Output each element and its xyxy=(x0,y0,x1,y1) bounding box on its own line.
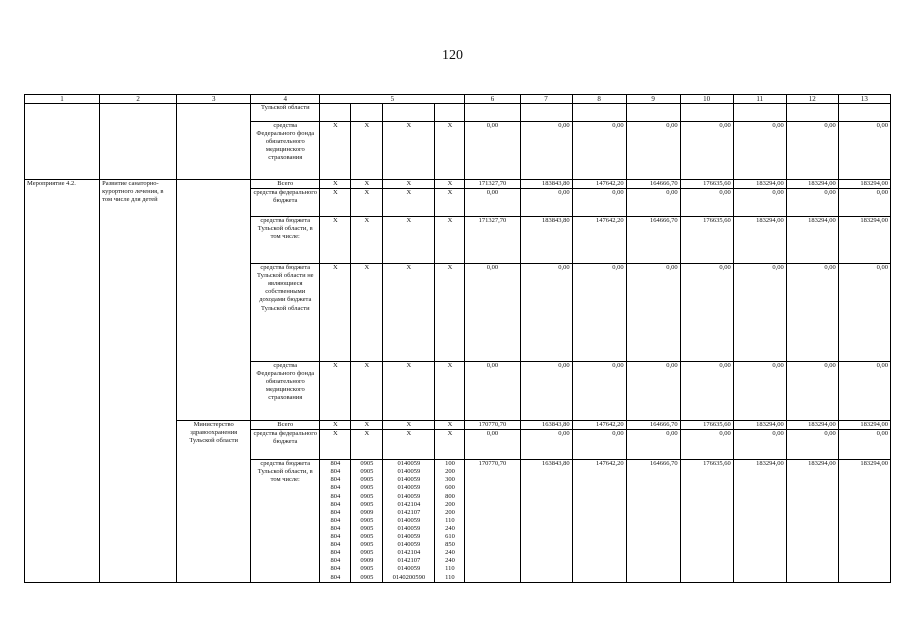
header-col-13: 13 xyxy=(838,95,890,104)
value-cell: 0,00 xyxy=(626,264,680,362)
code-vr: 240 xyxy=(445,549,455,557)
value-cell: 176635,60 xyxy=(680,217,733,264)
code-csr: 0140059 xyxy=(397,533,421,541)
value-cell: 0,00 xyxy=(733,264,786,362)
code-grbs: 804 xyxy=(330,533,341,541)
value-cell: 164666,70 xyxy=(626,217,680,264)
code-vr: 600 xyxy=(445,484,455,492)
measure-code: Мероприятие 4.2. xyxy=(25,180,100,421)
code-rz: 0905 xyxy=(360,460,374,468)
value-cell: 176635,60 xyxy=(680,180,733,189)
value-cell: 0,00 xyxy=(465,362,520,421)
value-cell xyxy=(786,104,838,122)
source-label: средства бюджета Тульской области, в том числе: xyxy=(251,217,320,264)
value-cell: 183294,00 xyxy=(733,217,786,264)
code-rz: 0905 xyxy=(360,468,374,476)
x-cell: X xyxy=(351,217,383,264)
value-cell: 0,00 xyxy=(465,122,520,180)
value-cell: 0,00 xyxy=(626,122,680,180)
code-grbs: 804 xyxy=(330,508,341,516)
value-cell: 0,00 xyxy=(465,264,520,362)
code-vr: 850 xyxy=(445,541,455,549)
code-rz: 0905 xyxy=(360,549,374,557)
table-row xyxy=(25,104,891,122)
code-csr: 0142104 xyxy=(397,500,421,508)
x-cell: X xyxy=(435,362,465,421)
source-label: средства федерального бюджета xyxy=(251,430,320,460)
x-cell xyxy=(435,104,465,122)
value-cell: 164666,70 xyxy=(626,180,680,189)
value-cell: 0,00 xyxy=(572,122,626,180)
code-rz: 0905 xyxy=(360,524,374,532)
header-row xyxy=(25,95,891,104)
cell-col1 xyxy=(25,104,100,180)
code-vr: 200 xyxy=(445,468,455,476)
code-grbs: 804 xyxy=(330,573,341,581)
value-cell: 0,00 xyxy=(572,189,626,217)
x-cell: X xyxy=(383,122,435,180)
code-rz: 0905 xyxy=(360,541,374,549)
x-cell: X xyxy=(320,180,351,189)
code-rz: 0905 xyxy=(360,476,374,484)
code-grbs: 804 xyxy=(330,484,341,492)
header-col-7: 7 xyxy=(520,95,572,104)
x-cell: X xyxy=(351,189,383,217)
cell-col3 xyxy=(177,104,251,180)
x-cell: X xyxy=(383,180,435,189)
x-cell xyxy=(320,104,351,122)
code-vr: 610 xyxy=(445,533,455,541)
value-cell: 0,00 xyxy=(786,264,838,362)
value-cell: 0,00 xyxy=(733,362,786,421)
code-vr: 110 xyxy=(445,573,455,581)
value-cell: 0,00 xyxy=(572,264,626,362)
code-csr: 0140059 xyxy=(397,492,421,500)
source-label: Тульской области xyxy=(251,104,320,122)
value-cell: 147642,20 xyxy=(572,460,626,583)
code-rz: 0905 xyxy=(360,565,374,573)
code-csr: 0140059 xyxy=(397,565,421,573)
code-csr: 0142107 xyxy=(397,557,421,565)
header-col-11: 11 xyxy=(733,95,786,104)
code-grbs: 804 xyxy=(330,492,341,500)
x-cell: X xyxy=(351,430,383,460)
x-cell: X xyxy=(435,264,465,362)
x-cell: X xyxy=(435,217,465,264)
x-cell xyxy=(383,104,435,122)
code-rz: 0905 xyxy=(360,516,374,524)
x-cell: X xyxy=(351,180,383,189)
x-cell: X xyxy=(320,217,351,264)
value-cell: 0,00 xyxy=(786,189,838,217)
header-col-4: 4 xyxy=(251,95,320,104)
value-cell: 0,00 xyxy=(733,189,786,217)
code-grbs: 804 xyxy=(330,565,341,573)
value-cell: 164666,70 xyxy=(626,421,680,430)
x-cell: X xyxy=(320,189,351,217)
x-cell: X xyxy=(320,362,351,421)
x-cell: X xyxy=(383,264,435,362)
value-cell: 0,00 xyxy=(520,362,572,421)
value-cell: 0,00 xyxy=(680,362,733,421)
x-cell: X xyxy=(320,264,351,362)
value-cell xyxy=(626,104,680,122)
source-label: средства бюджета Тульской области, в том числе: xyxy=(251,460,320,583)
header-col-5: 5 xyxy=(320,95,465,104)
code-vr: 800 xyxy=(445,492,455,500)
value-cell: 0,00 xyxy=(838,430,890,460)
value-cell: 0,00 xyxy=(786,430,838,460)
value-cell: 0,00 xyxy=(572,362,626,421)
value-cell: 0,00 xyxy=(680,122,733,180)
code-csr: 0140059 xyxy=(397,524,421,532)
code-rz: 0905 xyxy=(360,500,374,508)
code-csr: 0140059 xyxy=(397,541,421,549)
value-cell: 147642,20 xyxy=(572,421,626,430)
value-cell: 163843,80 xyxy=(520,421,572,430)
code-grbs: 804 xyxy=(330,524,341,532)
value-cell: 0,00 xyxy=(680,264,733,362)
x-cell: X xyxy=(435,421,465,430)
x-cell xyxy=(351,104,383,122)
code-grbs: 804 xyxy=(330,460,341,468)
code-csr-list xyxy=(383,460,435,583)
value-cell: 183294,00 xyxy=(786,421,838,430)
value-cell: 0,00 xyxy=(520,264,572,362)
value-cell: 0,00 xyxy=(626,189,680,217)
code-vr: 110 xyxy=(445,516,455,524)
value-cell: 176635,60 xyxy=(680,421,733,430)
code-rz: 0909 xyxy=(360,508,374,516)
code-grbs: 804 xyxy=(330,541,341,549)
code-vr: 200 xyxy=(445,500,455,508)
value-cell: 0,00 xyxy=(838,264,890,362)
code-csr: 0140059 xyxy=(397,484,421,492)
code-grbs: 804 xyxy=(330,557,341,565)
value-cell: 0,00 xyxy=(626,430,680,460)
value-cell: 0,00 xyxy=(520,189,572,217)
code-csr: 0140059 xyxy=(397,476,421,484)
header-col-2: 2 xyxy=(100,95,177,104)
budget-table xyxy=(24,94,891,583)
value-cell: 0,00 xyxy=(786,362,838,421)
header-col-1: 1 xyxy=(25,95,100,104)
x-cell: X xyxy=(320,430,351,460)
code-rz: 0905 xyxy=(360,573,374,581)
code-rz: 0905 xyxy=(360,533,374,541)
value-cell: 0,00 xyxy=(786,122,838,180)
value-cell: 0,00 xyxy=(520,430,572,460)
value-cell: 170770,70 xyxy=(465,460,520,583)
x-cell: X xyxy=(435,122,465,180)
x-cell: X xyxy=(435,189,465,217)
value-cell: 171327,70 xyxy=(465,217,520,264)
code-vr: 300 xyxy=(445,476,455,484)
source-label: средства Федерального фонда обязательного медицинского страхования xyxy=(251,122,320,180)
header-col-6: 6 xyxy=(465,95,520,104)
x-cell: X xyxy=(320,421,351,430)
header-col-9: 9 xyxy=(626,95,680,104)
code-vr: 240 xyxy=(445,557,455,565)
cell-col1 xyxy=(25,421,100,583)
code-vr-list xyxy=(435,460,465,583)
value-cell: 183294,00 xyxy=(733,460,786,583)
value-cell: 171327,70 xyxy=(465,180,520,189)
value-cell: 0,00 xyxy=(520,122,572,180)
value-cell: 183294,00 xyxy=(838,460,890,583)
value-cell xyxy=(838,104,890,122)
value-cell: 0,00 xyxy=(465,189,520,217)
code-rz: 0909 xyxy=(360,557,374,565)
header-col-10: 10 xyxy=(680,95,733,104)
code-vr: 200 xyxy=(445,508,455,516)
x-cell: X xyxy=(383,217,435,264)
code-grbs: 804 xyxy=(330,516,341,524)
value-cell: 183294,00 xyxy=(786,460,838,583)
value-cell: 164666,70 xyxy=(626,460,680,583)
ministry-name: Министерство здравоохранения Тульской области xyxy=(177,421,251,583)
x-cell: X xyxy=(383,421,435,430)
code-csr: 0142104 xyxy=(397,549,421,557)
code-grbs: 804 xyxy=(330,468,341,476)
value-cell: 0,00 xyxy=(838,362,890,421)
table-row xyxy=(25,180,891,189)
value-cell xyxy=(680,104,733,122)
value-cell: 183294,00 xyxy=(786,217,838,264)
value-cell: 0,00 xyxy=(680,430,733,460)
code-grbs: 804 xyxy=(330,476,341,484)
x-cell: X xyxy=(351,362,383,421)
value-cell: 183294,00 xyxy=(786,180,838,189)
code-csr: 0142107 xyxy=(397,508,421,516)
code-vr: 110 xyxy=(445,565,455,573)
value-cell: 0,00 xyxy=(838,122,890,180)
source-label: Всего xyxy=(251,180,320,189)
value-cell: 183843,80 xyxy=(520,217,572,264)
code-csr: 0140059 xyxy=(397,468,421,476)
code-vr: 240 xyxy=(445,524,455,532)
x-cell: X xyxy=(351,264,383,362)
source-label: Всего xyxy=(251,421,320,430)
x-cell: X xyxy=(383,189,435,217)
value-cell xyxy=(465,104,520,122)
code-rz-list xyxy=(351,460,383,583)
value-cell xyxy=(733,104,786,122)
cell-col3 xyxy=(177,180,251,421)
x-cell: X xyxy=(435,180,465,189)
value-cell: 183294,00 xyxy=(733,421,786,430)
value-cell: 147642,20 xyxy=(572,217,626,264)
x-cell: X xyxy=(435,430,465,460)
code-grbs: 804 xyxy=(330,500,341,508)
x-cell: X xyxy=(351,122,383,180)
page-number: 120 xyxy=(442,48,463,63)
source-label: средства Федерального фонда обязательного медицинского страхования xyxy=(251,362,320,421)
value-cell: 0,00 xyxy=(838,189,890,217)
source-label: средства федерального бюджета xyxy=(251,189,320,217)
value-cell: 0,00 xyxy=(626,362,680,421)
value-cell: 0,00 xyxy=(733,122,786,180)
code-csr: 0140059 xyxy=(397,460,421,468)
x-cell: X xyxy=(383,430,435,460)
value-cell: 147642,20 xyxy=(572,180,626,189)
value-cell: 183294,00 xyxy=(838,217,890,264)
value-cell: 183843,80 xyxy=(520,180,572,189)
value-cell: 163843,80 xyxy=(520,460,572,583)
value-cell xyxy=(520,104,572,122)
value-cell: 0,00 xyxy=(733,430,786,460)
source-label: средства бюджета Тульской области не являющиеся собственными доходами бюджета Тульской области xyxy=(251,264,320,362)
value-cell: 183294,00 xyxy=(838,180,890,189)
cell-col2 xyxy=(100,104,177,180)
header-col-8: 8 xyxy=(572,95,626,104)
code-csr: 0140200590 xyxy=(392,573,426,581)
code-rz: 0905 xyxy=(360,484,374,492)
code-grbs-list xyxy=(320,460,351,583)
value-cell: 0,00 xyxy=(680,189,733,217)
code-rz: 0905 xyxy=(360,492,374,500)
x-cell: X xyxy=(383,362,435,421)
code-csr: 0140059 xyxy=(397,516,421,524)
value-cell: 176635,60 xyxy=(680,460,733,583)
measure-title: Развитие санаторно-курортного лечения, в том числе для детей xyxy=(100,180,177,583)
header-col-3: 3 xyxy=(177,95,251,104)
code-vr: 100 xyxy=(445,460,455,468)
value-cell: 183294,00 xyxy=(733,180,786,189)
value-cell: 0,00 xyxy=(465,430,520,460)
header-col-12: 12 xyxy=(786,95,838,104)
value-cell: 170770,70 xyxy=(465,421,520,430)
x-cell: X xyxy=(320,122,351,180)
value-cell xyxy=(572,104,626,122)
value-cell: 183294,00 xyxy=(838,421,890,430)
x-cell: X xyxy=(351,421,383,430)
value-cell: 0,00 xyxy=(572,430,626,460)
code-grbs: 804 xyxy=(330,549,341,557)
